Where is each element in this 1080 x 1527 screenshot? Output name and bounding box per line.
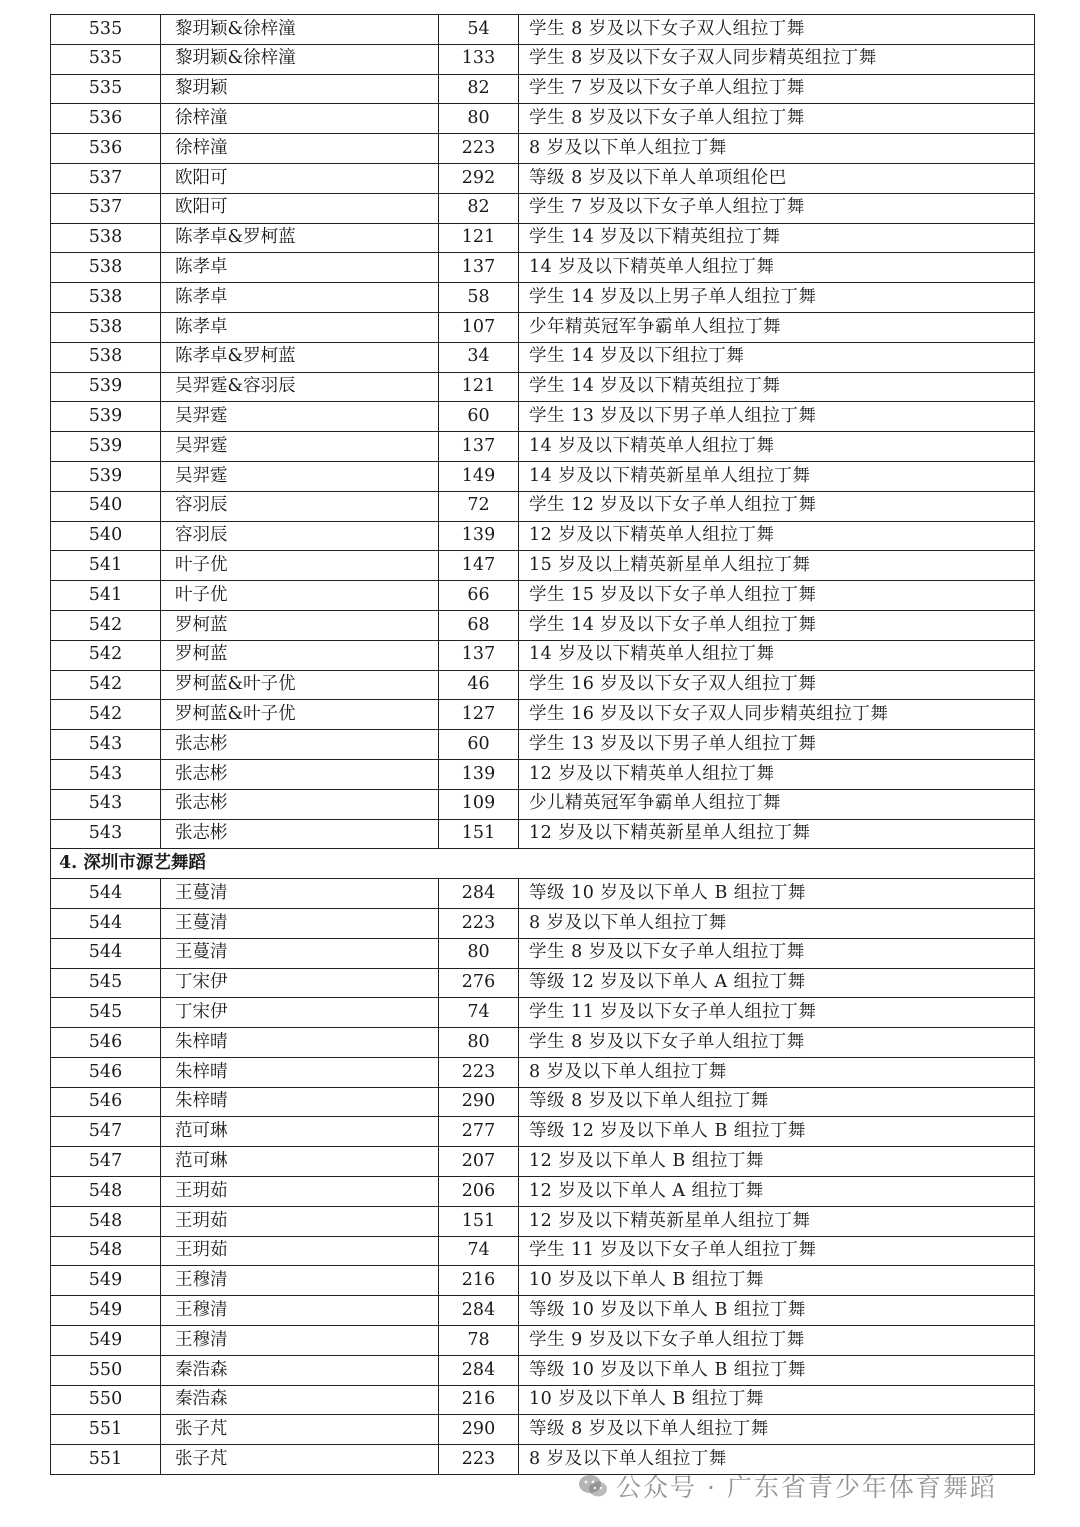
entry-number: 538 bbox=[51, 312, 161, 342]
document-page bbox=[50, 14, 1034, 1475]
entry-number: 535 bbox=[51, 44, 161, 74]
participant-name: 黎玥颖&徐梓潼 bbox=[161, 15, 439, 45]
participant-name: 罗柯蓝 bbox=[161, 640, 439, 670]
table-row bbox=[51, 44, 1035, 74]
participant-name: 张志彬 bbox=[161, 730, 439, 760]
event-code: 133 bbox=[439, 44, 519, 74]
table-row bbox=[51, 1236, 1035, 1266]
event-code: 121 bbox=[439, 372, 519, 402]
participant-name: 王蔓清 bbox=[161, 879, 439, 909]
table-row bbox=[51, 1385, 1035, 1415]
event-code: 151 bbox=[439, 1206, 519, 1236]
table-row bbox=[51, 402, 1035, 432]
table-row bbox=[51, 1445, 1035, 1475]
participant-name: 张子芃 bbox=[161, 1415, 439, 1445]
entry-number: 540 bbox=[51, 491, 161, 521]
participant-name: 徐梓潼 bbox=[161, 134, 439, 164]
table-row bbox=[51, 998, 1035, 1028]
event-code: 223 bbox=[439, 1445, 519, 1475]
event-name: 12 岁及以下精英单人组拉丁舞 bbox=[519, 521, 1035, 551]
event-name: 学生 14 岁及以下精英组拉丁舞 bbox=[519, 223, 1035, 253]
table-row bbox=[51, 1028, 1035, 1058]
entry-number: 545 bbox=[51, 998, 161, 1028]
section-row bbox=[51, 849, 1035, 879]
table-row bbox=[51, 908, 1035, 938]
entry-number: 545 bbox=[51, 968, 161, 998]
event-name: 学生 8 岁及以下女子双人同步精英组拉丁舞 bbox=[519, 44, 1035, 74]
participant-name: 吴羿霆 bbox=[161, 402, 439, 432]
event-code: 74 bbox=[439, 1236, 519, 1266]
entry-number: 543 bbox=[51, 789, 161, 819]
event-name: 学生 7 岁及以下女子单人组拉丁舞 bbox=[519, 193, 1035, 223]
table-row bbox=[51, 1117, 1035, 1147]
entry-number: 547 bbox=[51, 1117, 161, 1147]
watermark-text: 公众号 · 广东省青少年体育舞蹈 bbox=[616, 1473, 997, 1502]
participant-name: 徐梓潼 bbox=[161, 104, 439, 134]
entry-number: 541 bbox=[51, 581, 161, 611]
event-name: 学生 14 岁及以下精英组拉丁舞 bbox=[519, 372, 1035, 402]
event-name: 学生 9 岁及以下女子单人组拉丁舞 bbox=[519, 1326, 1035, 1356]
event-name: 学生 15 岁及以下女子单人组拉丁舞 bbox=[519, 581, 1035, 611]
event-code: 290 bbox=[439, 1087, 519, 1117]
event-name: 少儿精英冠军争霸单人组拉丁舞 bbox=[519, 789, 1035, 819]
table-row bbox=[51, 253, 1035, 283]
event-name: 14 岁及以下精英单人组拉丁舞 bbox=[519, 432, 1035, 462]
participant-name: 王玥茹 bbox=[161, 1177, 439, 1207]
entry-number: 546 bbox=[51, 1028, 161, 1058]
table-row bbox=[51, 283, 1035, 313]
event-code: 216 bbox=[439, 1385, 519, 1415]
table-row bbox=[51, 819, 1035, 849]
entry-number: 550 bbox=[51, 1385, 161, 1415]
event-name: 12 岁及以下精英单人组拉丁舞 bbox=[519, 759, 1035, 789]
participant-name: 张志彬 bbox=[161, 789, 439, 819]
table-row bbox=[51, 1206, 1035, 1236]
event-code: 82 bbox=[439, 74, 519, 104]
event-name: 8 岁及以下单人组拉丁舞 bbox=[519, 134, 1035, 164]
table-row bbox=[51, 461, 1035, 491]
entry-number: 546 bbox=[51, 1057, 161, 1087]
event-code: 216 bbox=[439, 1266, 519, 1296]
event-code: 137 bbox=[439, 640, 519, 670]
entry-number: 538 bbox=[51, 253, 161, 283]
event-code: 58 bbox=[439, 283, 519, 313]
event-code: 290 bbox=[439, 1415, 519, 1445]
table-row bbox=[51, 640, 1035, 670]
table-row bbox=[51, 1355, 1035, 1385]
table-row bbox=[51, 1147, 1035, 1177]
entries-block-before bbox=[51, 15, 1035, 849]
entry-number: 551 bbox=[51, 1415, 161, 1445]
event-name: 14 岁及以下精英单人组拉丁舞 bbox=[519, 640, 1035, 670]
event-name: 8 岁及以下单人组拉丁舞 bbox=[519, 1057, 1035, 1087]
event-name: 等级 10 岁及以下单人 B 组拉丁舞 bbox=[519, 1296, 1035, 1326]
event-name: 学生 14 岁及以下组拉丁舞 bbox=[519, 342, 1035, 372]
event-code: 223 bbox=[439, 908, 519, 938]
entry-number: 538 bbox=[51, 283, 161, 313]
event-code: 46 bbox=[439, 670, 519, 700]
event-code: 109 bbox=[439, 789, 519, 819]
table-row bbox=[51, 1177, 1035, 1207]
entry-number: 538 bbox=[51, 342, 161, 372]
event-code: 223 bbox=[439, 1057, 519, 1087]
entry-number: 543 bbox=[51, 819, 161, 849]
entry-number: 542 bbox=[51, 700, 161, 730]
entries-table bbox=[50, 14, 1035, 1475]
event-code: 107 bbox=[439, 312, 519, 342]
participant-name: 秦浩森 bbox=[161, 1385, 439, 1415]
participant-name: 王玥茹 bbox=[161, 1206, 439, 1236]
table-row bbox=[51, 670, 1035, 700]
event-name: 15 岁及以上精英新星单人组拉丁舞 bbox=[519, 551, 1035, 581]
section-title: 4. 深圳市源艺舞蹈 bbox=[51, 849, 1035, 879]
entry-number: 544 bbox=[51, 908, 161, 938]
event-name: 8 岁及以下单人组拉丁舞 bbox=[519, 908, 1035, 938]
entry-number: 542 bbox=[51, 610, 161, 640]
event-code: 139 bbox=[439, 521, 519, 551]
event-name: 等级 12 岁及以下单人 B 组拉丁舞 bbox=[519, 1117, 1035, 1147]
section-header-block bbox=[51, 849, 1035, 879]
event-code: 68 bbox=[439, 610, 519, 640]
event-code: 72 bbox=[439, 491, 519, 521]
entry-number: 551 bbox=[51, 1445, 161, 1475]
entry-number: 549 bbox=[51, 1266, 161, 1296]
table-row bbox=[51, 521, 1035, 551]
entry-number: 548 bbox=[51, 1206, 161, 1236]
event-code: 206 bbox=[439, 1177, 519, 1207]
entry-number: 537 bbox=[51, 163, 161, 193]
event-name: 12 岁及以下单人 A 组拉丁舞 bbox=[519, 1177, 1035, 1207]
table-row bbox=[51, 1087, 1035, 1117]
participant-name: 丁宋伊 bbox=[161, 998, 439, 1028]
entry-number: 536 bbox=[51, 104, 161, 134]
event-code: 284 bbox=[439, 1296, 519, 1326]
table-row bbox=[51, 879, 1035, 909]
event-name: 学生 12 岁及以下女子单人组拉丁舞 bbox=[519, 491, 1035, 521]
participant-name: 朱梓晴 bbox=[161, 1028, 439, 1058]
event-name: 等级 8 岁及以下单人组拉丁舞 bbox=[519, 1415, 1035, 1445]
participant-name: 欧阳可 bbox=[161, 193, 439, 223]
table-row bbox=[51, 74, 1035, 104]
entry-number: 546 bbox=[51, 1087, 161, 1117]
table-row bbox=[51, 193, 1035, 223]
event-code: 284 bbox=[439, 1355, 519, 1385]
table-row bbox=[51, 1296, 1035, 1326]
table-row bbox=[51, 968, 1035, 998]
participant-name: 朱梓晴 bbox=[161, 1087, 439, 1117]
event-name: 学生 14 岁及以上男子单人组拉丁舞 bbox=[519, 283, 1035, 313]
participant-name: 王蔓清 bbox=[161, 938, 439, 968]
event-name: 学生 8 岁及以下女子单人组拉丁舞 bbox=[519, 938, 1035, 968]
participant-name: 黎玥颖 bbox=[161, 74, 439, 104]
participant-name: 王穆清 bbox=[161, 1266, 439, 1296]
event-name: 12 岁及以下单人 B 组拉丁舞 bbox=[519, 1147, 1035, 1177]
event-code: 80 bbox=[439, 104, 519, 134]
entry-number: 548 bbox=[51, 1236, 161, 1266]
participant-name: 朱梓晴 bbox=[161, 1057, 439, 1087]
event-name: 学生 8 岁及以下女子单人组拉丁舞 bbox=[519, 104, 1035, 134]
entry-number: 550 bbox=[51, 1355, 161, 1385]
participant-name: 王穆清 bbox=[161, 1326, 439, 1356]
event-code: 147 bbox=[439, 551, 519, 581]
event-name: 学生 13 岁及以下男子单人组拉丁舞 bbox=[519, 402, 1035, 432]
entry-number: 539 bbox=[51, 432, 161, 462]
table-row bbox=[51, 372, 1035, 402]
participant-name: 张志彬 bbox=[161, 819, 439, 849]
entry-number: 539 bbox=[51, 372, 161, 402]
table-row bbox=[51, 15, 1035, 45]
event-name: 学生 7 岁及以下女子单人组拉丁舞 bbox=[519, 74, 1035, 104]
participant-name: 容羽辰 bbox=[161, 491, 439, 521]
table-row bbox=[51, 759, 1035, 789]
entry-number: 540 bbox=[51, 521, 161, 551]
event-code: 66 bbox=[439, 581, 519, 611]
table-row bbox=[51, 312, 1035, 342]
event-name: 12 岁及以下精英新星单人组拉丁舞 bbox=[519, 1206, 1035, 1236]
event-code: 54 bbox=[439, 15, 519, 45]
participant-name: 张子芃 bbox=[161, 1445, 439, 1475]
participant-name: 吴羿霆 bbox=[161, 432, 439, 462]
table-row bbox=[51, 610, 1035, 640]
event-name: 学生 13 岁及以下男子单人组拉丁舞 bbox=[519, 730, 1035, 760]
event-name: 学生 8 岁及以下女子单人组拉丁舞 bbox=[519, 1028, 1035, 1058]
event-code: 284 bbox=[439, 879, 519, 909]
participant-name: 范可琳 bbox=[161, 1117, 439, 1147]
table-row bbox=[51, 938, 1035, 968]
entry-number: 538 bbox=[51, 223, 161, 253]
event-code: 60 bbox=[439, 402, 519, 432]
event-code: 121 bbox=[439, 223, 519, 253]
event-name: 学生 11 岁及以下女子单人组拉丁舞 bbox=[519, 998, 1035, 1028]
entry-number: 535 bbox=[51, 15, 161, 45]
participant-name: 罗柯蓝&叶子优 bbox=[161, 670, 439, 700]
event-name: 等级 8 岁及以下单人单项组伦巴 bbox=[519, 163, 1035, 193]
entry-number: 549 bbox=[51, 1296, 161, 1326]
wechat-icon bbox=[578, 1473, 608, 1499]
entry-number: 536 bbox=[51, 134, 161, 164]
participant-name: 容羽辰 bbox=[161, 521, 439, 551]
participant-name: 陈孝卓 bbox=[161, 253, 439, 283]
event-code: 223 bbox=[439, 134, 519, 164]
event-name: 少年精英冠军争霸单人组拉丁舞 bbox=[519, 312, 1035, 342]
event-code: 60 bbox=[439, 730, 519, 760]
participant-name: 叶子优 bbox=[161, 581, 439, 611]
entry-number: 543 bbox=[51, 730, 161, 760]
event-name: 等级 10 岁及以下单人 B 组拉丁舞 bbox=[519, 879, 1035, 909]
entry-number: 544 bbox=[51, 879, 161, 909]
participant-name: 丁宋伊 bbox=[161, 968, 439, 998]
participant-name: 陈孝卓 bbox=[161, 312, 439, 342]
event-code: 74 bbox=[439, 998, 519, 1028]
entry-number: 541 bbox=[51, 551, 161, 581]
event-code: 277 bbox=[439, 1117, 519, 1147]
event-code: 207 bbox=[439, 1147, 519, 1177]
table-row bbox=[51, 1266, 1035, 1296]
participant-name: 范可琳 bbox=[161, 1147, 439, 1177]
table-row bbox=[51, 432, 1035, 462]
table-row bbox=[51, 223, 1035, 253]
event-code: 82 bbox=[439, 193, 519, 223]
event-code: 80 bbox=[439, 938, 519, 968]
table-row bbox=[51, 163, 1035, 193]
event-name: 等级 10 岁及以下单人 B 组拉丁舞 bbox=[519, 1355, 1035, 1385]
entry-number: 542 bbox=[51, 670, 161, 700]
participant-name: 陈孝卓&罗柯蓝 bbox=[161, 223, 439, 253]
event-name: 学生 8 岁及以下女子双人组拉丁舞 bbox=[519, 15, 1035, 45]
participant-name: 王穆清 bbox=[161, 1296, 439, 1326]
table-row bbox=[51, 789, 1035, 819]
entry-number: 543 bbox=[51, 759, 161, 789]
event-name: 8 岁及以下单人组拉丁舞 bbox=[519, 1445, 1035, 1475]
event-name: 学生 14 岁及以下女子单人组拉丁舞 bbox=[519, 610, 1035, 640]
participant-name: 罗柯蓝 bbox=[161, 610, 439, 640]
table-row bbox=[51, 551, 1035, 581]
event-code: 137 bbox=[439, 253, 519, 283]
participant-name: 秦浩森 bbox=[161, 1355, 439, 1385]
table-row bbox=[51, 700, 1035, 730]
table-row bbox=[51, 581, 1035, 611]
event-code: 127 bbox=[439, 700, 519, 730]
table-row bbox=[51, 1326, 1035, 1356]
event-name: 10 岁及以下单人 B 组拉丁舞 bbox=[519, 1385, 1035, 1415]
event-code: 151 bbox=[439, 819, 519, 849]
event-name: 学生 11 岁及以下女子单人组拉丁舞 bbox=[519, 1236, 1035, 1266]
table-row bbox=[51, 730, 1035, 760]
participant-name: 叶子优 bbox=[161, 551, 439, 581]
table-row bbox=[51, 1415, 1035, 1445]
event-code: 292 bbox=[439, 163, 519, 193]
table-row bbox=[51, 134, 1035, 164]
event-name: 14 岁及以下精英单人组拉丁舞 bbox=[519, 253, 1035, 283]
event-code: 137 bbox=[439, 432, 519, 462]
entry-number: 544 bbox=[51, 938, 161, 968]
event-code: 149 bbox=[439, 461, 519, 491]
table-row bbox=[51, 342, 1035, 372]
participant-name: 张志彬 bbox=[161, 759, 439, 789]
participant-name: 吴羿霆&容羽辰 bbox=[161, 372, 439, 402]
participant-name: 陈孝卓&罗柯蓝 bbox=[161, 342, 439, 372]
participant-name: 王玥茹 bbox=[161, 1236, 439, 1266]
participant-name: 欧阳可 bbox=[161, 163, 439, 193]
table-row bbox=[51, 491, 1035, 521]
event-name: 14 岁及以下精英新星单人组拉丁舞 bbox=[519, 461, 1035, 491]
event-name: 学生 16 岁及以下女子双人组拉丁舞 bbox=[519, 670, 1035, 700]
event-code: 276 bbox=[439, 968, 519, 998]
entry-number: 539 bbox=[51, 461, 161, 491]
event-name: 等级 12 岁及以下单人 A 组拉丁舞 bbox=[519, 968, 1035, 998]
participant-name: 罗柯蓝&叶子优 bbox=[161, 700, 439, 730]
event-code: 78 bbox=[439, 1326, 519, 1356]
entry-number: 542 bbox=[51, 640, 161, 670]
event-code: 139 bbox=[439, 759, 519, 789]
event-code: 34 bbox=[439, 342, 519, 372]
participant-name: 吴羿霆 bbox=[161, 461, 439, 491]
event-name: 等级 8 岁及以下单人组拉丁舞 bbox=[519, 1087, 1035, 1117]
entry-number: 537 bbox=[51, 193, 161, 223]
event-name: 10 岁及以下单人 B 组拉丁舞 bbox=[519, 1266, 1035, 1296]
event-code: 80 bbox=[439, 1028, 519, 1058]
event-name: 12 岁及以下精英新星单人组拉丁舞 bbox=[519, 819, 1035, 849]
table-row bbox=[51, 1057, 1035, 1087]
entry-number: 539 bbox=[51, 402, 161, 432]
participant-name: 王蔓清 bbox=[161, 908, 439, 938]
table-row bbox=[51, 104, 1035, 134]
entry-number: 549 bbox=[51, 1326, 161, 1356]
participant-name: 黎玥颖&徐梓潼 bbox=[161, 44, 439, 74]
participant-name: 陈孝卓 bbox=[161, 283, 439, 313]
entries-block-after bbox=[51, 879, 1035, 1475]
entry-number: 535 bbox=[51, 74, 161, 104]
event-name: 学生 16 岁及以下女子双人同步精英组拉丁舞 bbox=[519, 700, 1035, 730]
entry-number: 548 bbox=[51, 1177, 161, 1207]
entry-number: 547 bbox=[51, 1147, 161, 1177]
